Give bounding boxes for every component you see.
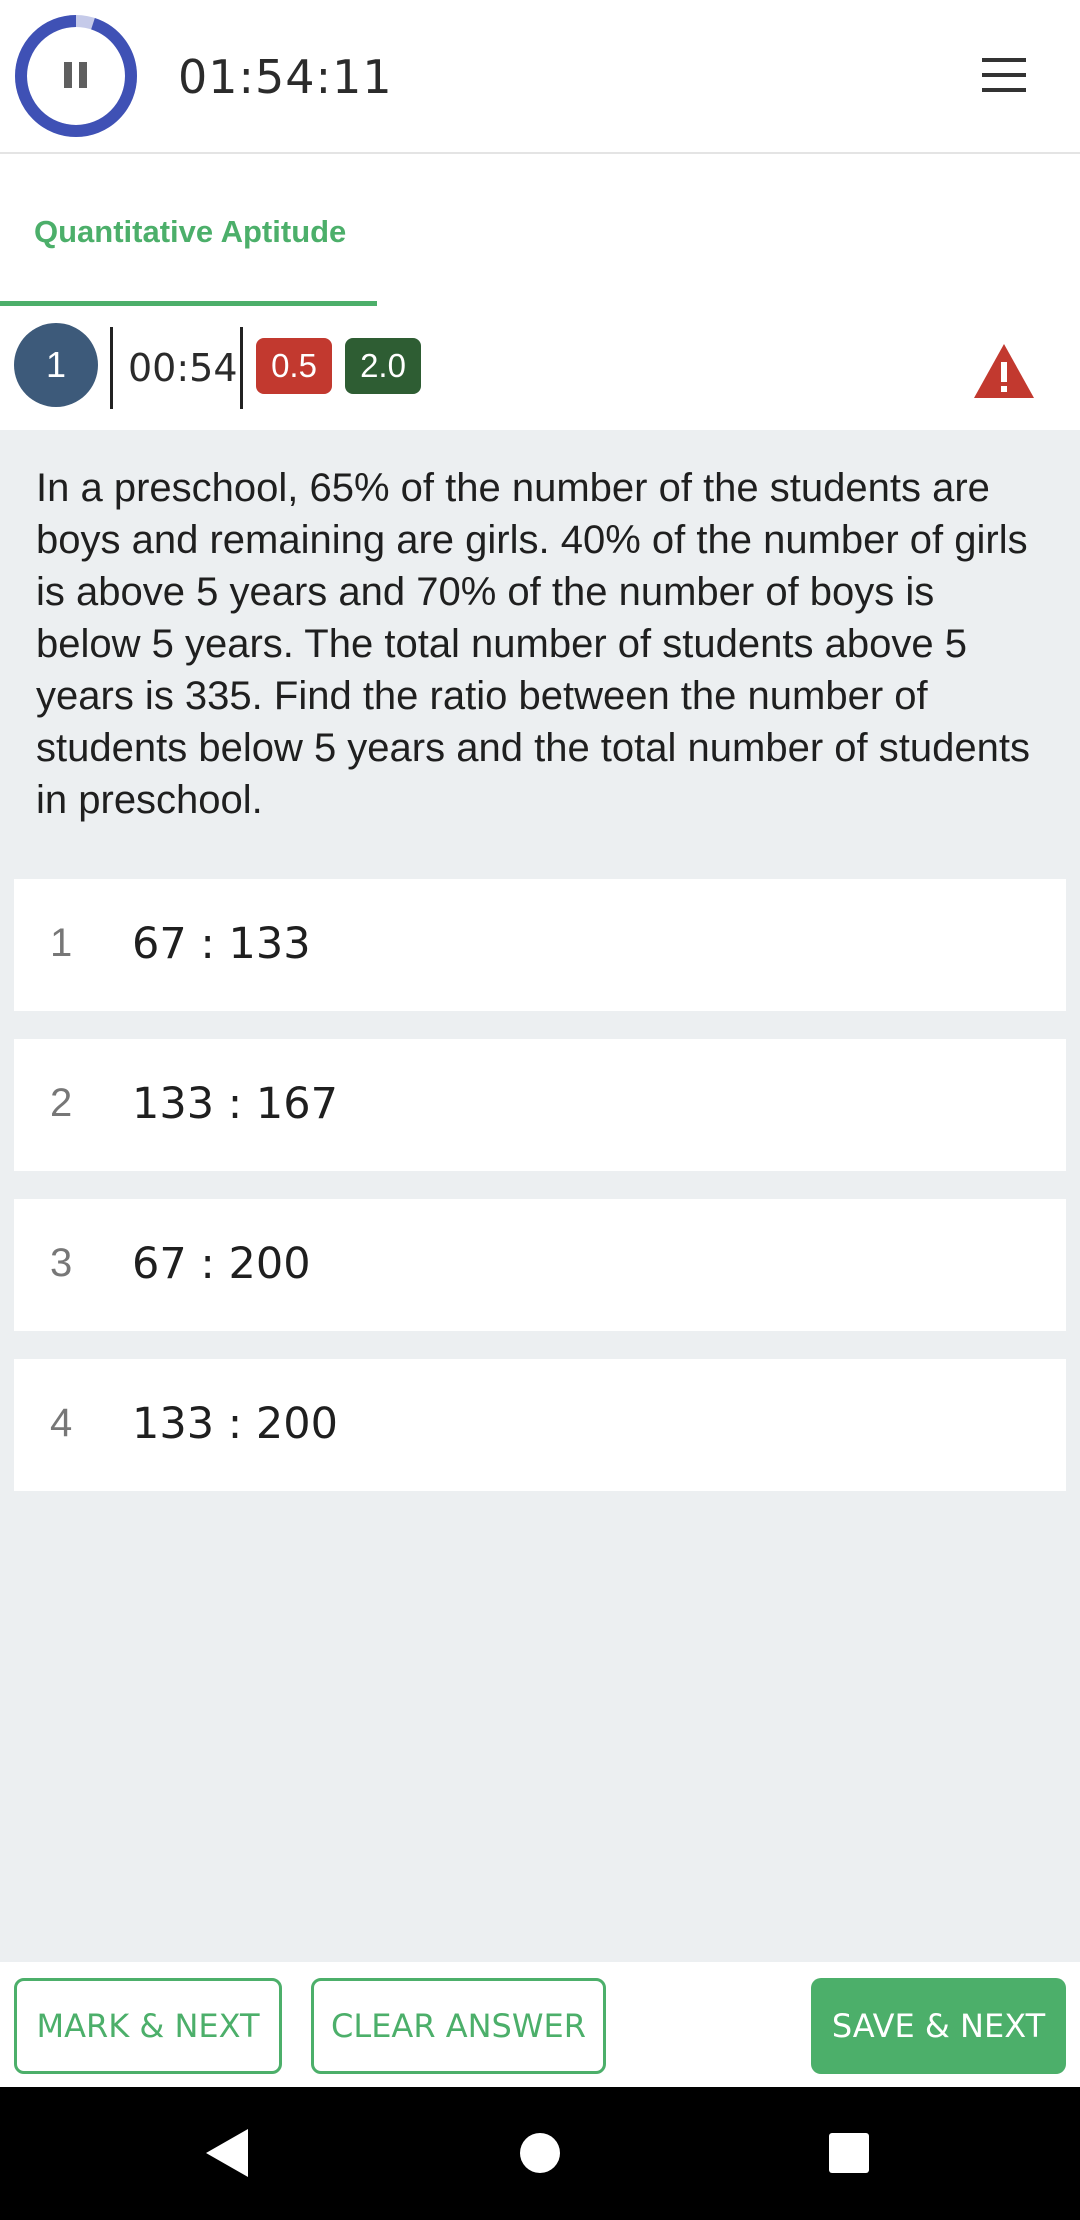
mark-and-next-button[interactable]: MARK & NEXT <box>14 1978 282 2074</box>
section-tab-label: Quantitative Aptitude <box>34 214 347 249</box>
option-text: 67 : 200 <box>132 1239 311 1289</box>
tab-quantitative-aptitude[interactable] <box>0 154 377 308</box>
save-and-next-button[interactable]: SAVE & NEXT <box>811 1978 1066 2074</box>
divider <box>110 327 113 409</box>
question-text: In a preschool, 65% of the number of the students are boys and remaining are girls. 40% of the number of girls is above 5 years and 70% of the number of boys is below 5 years. The total number of students above 5 years is 335. Find the ratio between the number of students below 5 years and the total number of students in preschool. <box>36 466 1030 822</box>
option-4[interactable] <box>14 1359 1066 1491</box>
system-nav-bar <box>0 2087 1080 2220</box>
clear-answer-button[interactable]: CLEAR ANSWER <box>311 1978 606 2074</box>
back-triangle-icon[interactable] <box>204 2127 250 2179</box>
option-2[interactable] <box>14 1039 1066 1171</box>
top-bar <box>0 0 1080 154</box>
option-text: 67 : 133 <box>132 919 311 969</box>
option-1[interactable] <box>14 879 1066 1011</box>
option-text: 133 : 167 <box>132 1079 338 1129</box>
home-circle-icon[interactable] <box>520 2133 560 2173</box>
question-info-row <box>0 310 1080 430</box>
section-tabs <box>0 154 1080 310</box>
recents-square-icon[interactable] <box>829 2133 869 2173</box>
option-text: 133 : 200 <box>132 1399 338 1449</box>
negative-marks-badge: 0.5 <box>256 338 332 394</box>
total-time-remaining: 01:54:11 <box>178 50 393 104</box>
option-number: 2 <box>50 1081 73 1125</box>
question-timer: 00:54 <box>128 346 238 390</box>
warning-triangle-icon[interactable] <box>972 342 1036 400</box>
positive-marks-badge: 2.0 <box>345 338 421 394</box>
option-number: 1 <box>50 921 73 965</box>
option-number: 4 <box>50 1401 73 1445</box>
option-number: 3 <box>50 1241 73 1285</box>
action-bar <box>0 1962 1080 2087</box>
divider <box>240 327 243 409</box>
option-3[interactable] <box>14 1199 1066 1331</box>
hamburger-menu-icon[interactable] <box>982 58 1026 92</box>
question-number-badge[interactable]: 1 <box>14 323 98 407</box>
pause-icon[interactable] <box>64 62 88 88</box>
active-tab-indicator <box>0 301 377 306</box>
